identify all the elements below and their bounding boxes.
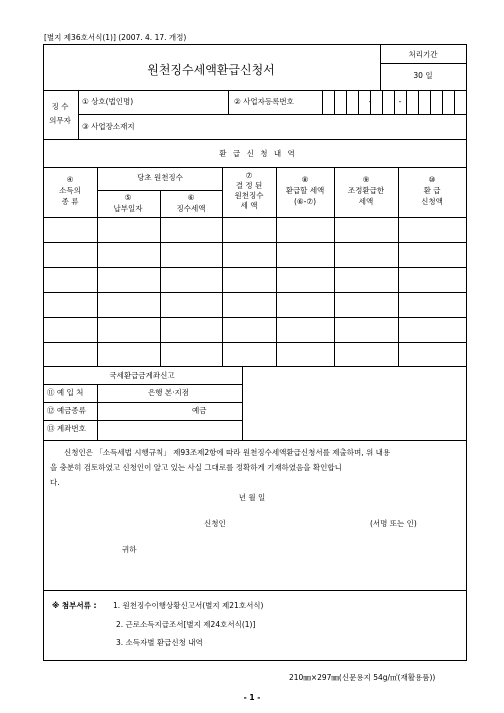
declaration-line3: 다. — [50, 478, 60, 487]
col7-label-line3: 세 액 — [240, 201, 258, 210]
deposit-type-label: ⑫ 예금종류 — [47, 406, 86, 415]
col8-label-line2: (⑥-⑦) — [293, 197, 317, 206]
col5-label: 납부일자 — [113, 204, 143, 213]
withholder-label-line1: 징 수 — [51, 102, 69, 111]
form-header: [별지 제36호서식(1)] (2007. 4. 17. 개정) — [44, 33, 187, 42]
refund-details-heading: 환 급 신 청 내 역 — [219, 149, 297, 158]
col10-number: ⑩ — [428, 175, 436, 184]
col9-label-line1: 조정환급한 — [347, 186, 385, 195]
deposit-type-value: 예금 — [192, 406, 207, 415]
addressee-label: 귀하 — [122, 545, 137, 554]
col7-label-line1: 결 정 된 — [235, 181, 263, 190]
applicant-label: 신청인 — [204, 519, 226, 528]
col6-label: 징수세액 — [176, 204, 206, 213]
col10-label-line1: 환 급 — [423, 186, 441, 195]
col4-label-line2: 종 류 — [61, 197, 79, 206]
reg-no-separator: - — [398, 97, 402, 106]
col4-number: ④ — [66, 175, 74, 184]
col5-number: ⑤ — [124, 193, 132, 202]
attachment-item-3: 3. 소득자별 환급신청 내역 — [116, 638, 203, 647]
attachments-label: ※ 첨부서류 : — [52, 601, 97, 610]
attachment-item-2: 2. 근로소득지급조서[별지 제24호서식(1)] — [116, 620, 256, 629]
col6-number: ⑥ — [187, 193, 195, 202]
deposit-bank-value: 은행 본·지점 — [148, 388, 189, 397]
col7-label-line2: 원천징수 — [234, 191, 264, 200]
processing-period-value: 30 일 — [413, 71, 433, 80]
declaration-line1: 신청인은 「소득세법 시행규칙」 제93조제2항에 따라 원천징수세액환급신청서를 제출하며, 위 내용 — [64, 448, 391, 457]
col9-number: ⑨ — [362, 175, 370, 184]
form-frame — [43, 44, 467, 661]
date-line: 년 월 일 — [238, 493, 266, 502]
account-number-label: ⑬ 계좌번호 — [47, 424, 86, 433]
declaration-line2: 을 충분히 검토하였고 신청인이 알고 있는 사실 그대로를 정확하게 기재하였음을 확인합니 — [50, 463, 342, 472]
col4-label-line1: 소득의 — [59, 186, 81, 195]
processing-period-label: 처리기간 — [408, 50, 438, 59]
paper-spec: 210㎜×297㎜(신문용지 54g/㎡(재활용품)) — [289, 673, 436, 682]
original-withholding-header: 당초 원천징수 — [137, 173, 183, 182]
company-name-label: ① 상호(법인명) — [82, 97, 134, 106]
page-number: - 1 - — [243, 693, 261, 702]
col9-label-line2: 세액 — [358, 197, 374, 206]
business-address-label: ③ 사업장소재지 — [82, 122, 135, 131]
deposit-bank-label: ⑪ 예 입 처 — [47, 388, 84, 397]
col10-label-line2: 신청액 — [421, 197, 443, 206]
business-reg-no-label: ② 사업자등록번호 — [234, 97, 294, 106]
col7-number: ⑦ — [245, 171, 253, 180]
attachment-item-1: 1. 원천징수이행상황신고서(별지 제21호서식) — [113, 601, 264, 610]
col8-label-line1: 환급할 세액 — [285, 186, 325, 195]
reg-no-separator: - — [368, 97, 372, 106]
signature-label: (서명 또는 인) — [370, 519, 417, 528]
refund-account-heading: 국세환급금계좌신고 — [109, 371, 175, 380]
col8-number: ⑧ — [301, 175, 309, 184]
form-title: 원천징수세액환급신청서 — [147, 63, 275, 77]
withholder-label-line2: 의무자 — [49, 116, 71, 125]
